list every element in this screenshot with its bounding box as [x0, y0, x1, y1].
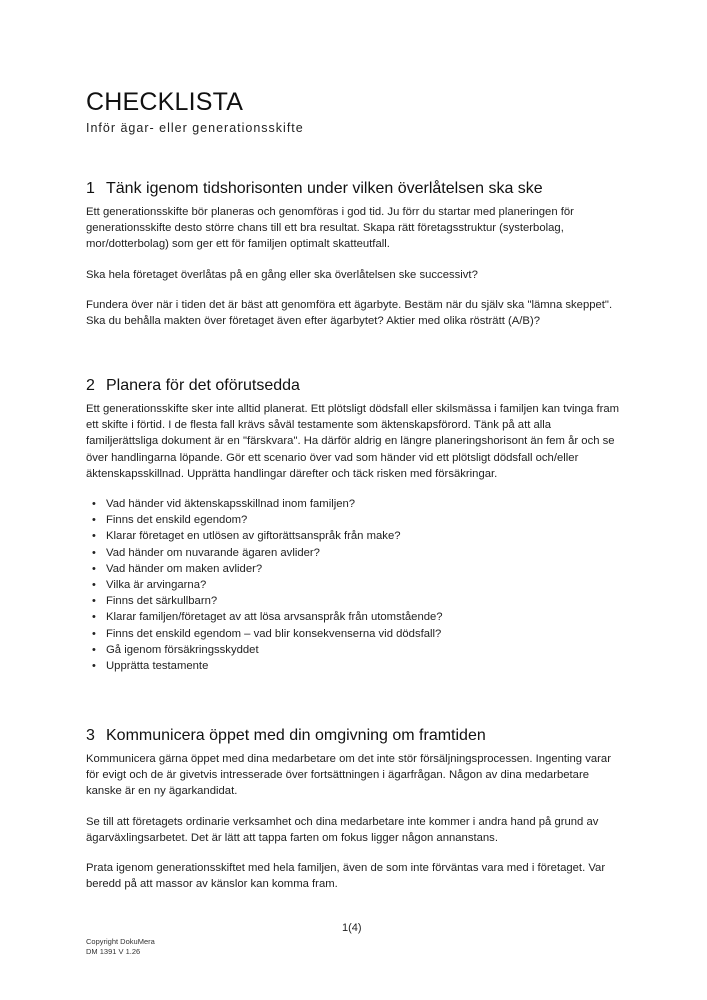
- paragraph: Se till att företagets ordinarie verksamhet och dina medarbetare inte kommer i andra hand på grund av ägarväxlingsarbetet. Det är lätt att tappa farten om fokus ligger någon annanstans.: [86, 815, 599, 844]
- page-number: 1(4): [342, 922, 362, 934]
- checklist-item: • Finns det enskild egendom – vad blir konsekvenserna vid dödsfall?: [106, 626, 626, 642]
- checklist-item: • Gå igenom försäkringsskyddet: [106, 642, 626, 658]
- section-1: [86, 180, 626, 343]
- section-heading: [86, 377, 626, 395]
- document-title: CHECKLISTA: [86, 88, 244, 116]
- checklist: [86, 496, 626, 674]
- section-title: Tänk igenom tidshorisonten under vilken överlåtelsen ska ske: [106, 180, 543, 197]
- checklist-item: • Vad händer om maken avlider?: [106, 561, 626, 577]
- section-number: 2: [86, 377, 95, 394]
- paragraph: Prata igenom generationsskiftet med hela familjen, även de som inte förväntas vara med i företaget. Var beredd på att massor av känslor kan komma fram.: [86, 862, 606, 891]
- paragraph: Kommunicera gärna öppet med dina medarbetare om det inte stör försäljningsprocessen. Ingenting varar för evigt och de är givetvis intresserade över fortsättningen i ägarfrågan. Någon av dina medarbetare kanske är en ny ägarkandidat.: [86, 753, 611, 798]
- section-3: [86, 727, 626, 906]
- checklist-item: • Vilka är arvingarna?: [106, 577, 626, 593]
- checklist-item: • Finns det särkullbarn?: [106, 593, 626, 609]
- paragraph: Ett generationsskifte sker inte alltid planerat. Ett plötsligt dödsfall eller skilsmässa i familjen kan tvinga fram ett skifte i förtid. I de flesta fall krävs såväl testamente som äktenskapsförord. Tänk på att alla familjerättsliga dokument är en "färskvara". Ha därför aldrig en längre planeringshorisont än fem år och se över handlingarna löpande. Gör ett scenario över vad som händer vid ett plötsligt dödsfall och/eller äktenskapsskillnad. Upprätta handlingar därefter och täck risken med försäkringar.: [86, 403, 620, 480]
- section-heading: [86, 180, 626, 198]
- section-title: Kommunicera öppet med din omgivning om framtiden: [106, 727, 486, 744]
- paragraph: Ett generationsskifte bör planeras och genomföras i god tid. Ju förr du startar med planeringen för generationsskifte desto större chans till ett bra resultat. Skapa rätt företagsstruktur (systerbolag, mor/dotterbolag) som ger ett för familjen optimalt skatteutfall.: [86, 206, 574, 251]
- checklist-item: • Upprätta testamente: [106, 658, 626, 674]
- checklist-item: • Vad händer vid äktenskapsskillnad inom familjen?: [106, 496, 626, 512]
- checklist-item: • Vad händer om nuvarande ägaren avlider?: [106, 545, 626, 561]
- section-heading: [86, 727, 626, 745]
- paragraph: Fundera över när i tiden det är bäst att genomföra ett ägarbyte. Bestäm när du själv ska "lämna skeppet". Ska du behålla makten över företaget även efter ägarbytet? Aktier med olika rösträtt (A/B)?: [86, 298, 613, 328]
- paragraph: Ska hela företaget överlåtas på en gång eller ska överlåtelsen ske successivt?: [86, 268, 478, 281]
- document-id: DM 1391 V 1.26: [86, 947, 141, 956]
- checklist-item: • Klarar företaget en utlösen av giftorättsanspråk från make?: [106, 528, 626, 544]
- checklist-item: • Finns det enskild egendom?: [106, 512, 626, 528]
- section-2: [86, 377, 626, 674]
- document-subtitle: Inför ägar- eller generationsskifte: [86, 121, 304, 135]
- section-number: 3: [86, 727, 95, 744]
- footer: [86, 937, 155, 957]
- checklist-item: • Klarar familjen/företaget av att lösa arvsanspråk från utomstående?: [106, 609, 626, 625]
- copyright-text: Copyright DokuMera: [86, 937, 155, 946]
- section-title: Planera för det oförutsedda: [106, 377, 300, 394]
- section-number: 1: [86, 180, 95, 197]
